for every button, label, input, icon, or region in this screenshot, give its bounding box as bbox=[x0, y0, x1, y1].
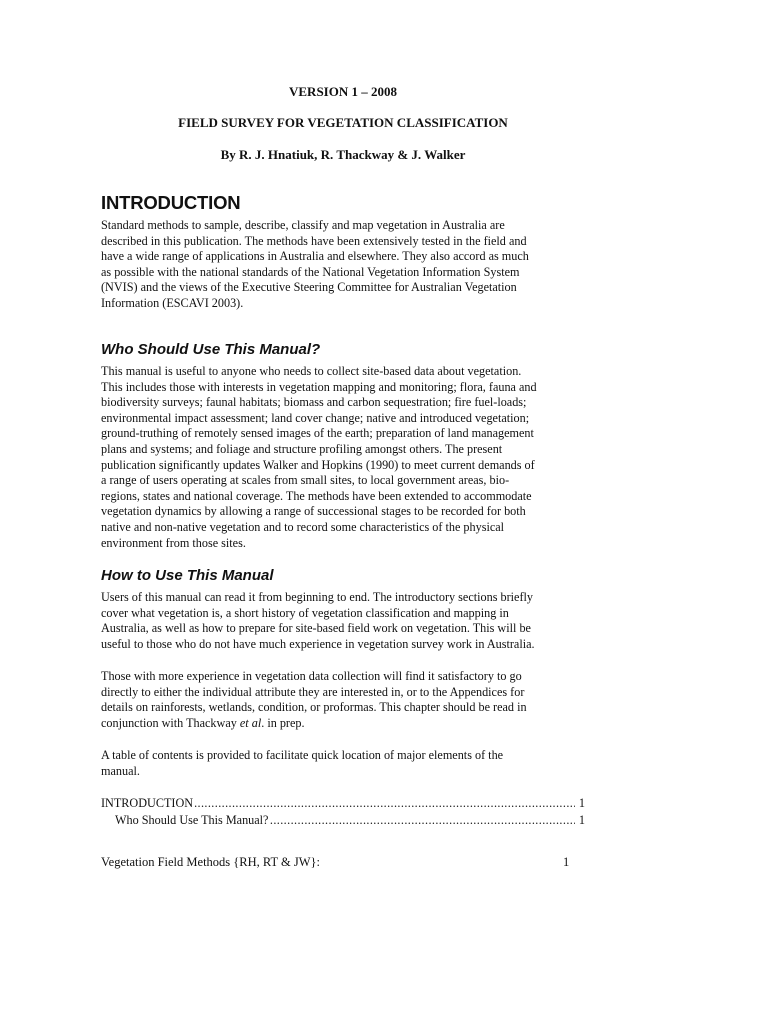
text-line: directly to either the individual attribute they are interested in, or to the Appendices for bbox=[101, 684, 525, 699]
toc-entry-page: 1 bbox=[578, 813, 585, 827]
text-line: details on rainforests, wetlands, condition, or proformas. This chapter should be read in bbox=[101, 700, 527, 715]
text-line: publication significantly updates Walker and Hopkins (1990) to meet current demands of bbox=[101, 457, 535, 472]
toc-entry-label: INTRODUCTION bbox=[101, 796, 194, 810]
who-should-use-paragraph bbox=[101, 364, 601, 551]
authors-line: By R. J. Hnatiuk, R. Thackway & J. Walker bbox=[220, 147, 466, 162]
text-line: native and non-native vegetation and to record some characteristics of the physical bbox=[101, 519, 505, 534]
text-fragment: . in prep. bbox=[261, 715, 305, 730]
text-line: manual. bbox=[101, 763, 140, 778]
toc-entry-who-should-use[interactable] bbox=[101, 812, 585, 828]
text-line: vegetation dynamics by allowing a range of successional stages to be recorded for both bbox=[101, 504, 526, 519]
text-line: cover what vegetation is, a short history of vegetation classification and mapping in bbox=[101, 605, 509, 620]
text-line: Those with more experience in vegetation data collection will find it satisfactory to go bbox=[101, 669, 522, 683]
text-line: described in this publication. The methods have been extensively tested in the field and bbox=[101, 233, 527, 248]
how-to-use-heading: How to Use This Manual bbox=[101, 567, 274, 584]
text-line bbox=[101, 716, 601, 732]
text-line: environment from those sites. bbox=[101, 535, 246, 550]
text-line: A table of contents is provided to facilitate quick location of major elements of the bbox=[101, 748, 504, 762]
footer-text: Vegetation Field Methods {RH, RT & JW}: bbox=[101, 855, 320, 869]
text-line: ground-truthing of remotely sensed images of the earth; preparation of land management bbox=[101, 426, 534, 441]
toc-entry-introduction[interactable] bbox=[101, 795, 585, 811]
text-fragment: conjunction with Thackway bbox=[101, 715, 240, 730]
text-line: This includes those with interests in vegetation mapping and monitoring; flora, fauna and bbox=[101, 379, 537, 394]
toc-entry-label: Who Should Use This Manual? bbox=[101, 813, 269, 827]
text-line: Standard methods to sample, describe, classify and map vegetation in Australia are bbox=[101, 218, 505, 232]
text-line: environmental impact assessment; land cover change; native and introduced vegetation; bbox=[101, 410, 530, 425]
page-number: 1 bbox=[563, 855, 570, 869]
introduction-paragraph bbox=[101, 218, 601, 312]
document-title: FIELD SURVEY FOR VEGETATION CLASSIFICATION bbox=[178, 115, 508, 130]
text-line: Australia, as well as how to prepare for site-based field work on vegetation. This will be bbox=[101, 621, 531, 636]
toc-entry-page: 1 bbox=[578, 796, 585, 810]
text-line: useful to those who do not have much experience in vegetation survey work in Australia. bbox=[101, 636, 535, 651]
text-line: regions, states and national coverage. The methods have been extended to accommodate bbox=[101, 488, 532, 503]
text-line: Users of this manual can read it from beginning to end. The introductory sections briefly bbox=[101, 590, 533, 604]
introduction-heading: INTRODUCTION bbox=[101, 192, 241, 213]
text-line: as possible with the national standards of the National Vegetation Information System bbox=[101, 264, 520, 279]
how-to-use-paragraph-1 bbox=[101, 590, 601, 652]
how-to-use-paragraph-3 bbox=[101, 748, 601, 779]
text-line: have a wide range of applications in Australia and elsewhere. They also accord as much bbox=[101, 249, 529, 264]
text-line: biodiversity surveys; faunal habitats; biomass and carbon sequestration; fire fuel-loads; bbox=[101, 395, 527, 410]
text-line: plans and systems; and foliage and structure profiling amongst others. The present bbox=[101, 441, 503, 456]
text-line: (NVIS) and the views of the Executive Steering Committee for Australian Vegetation bbox=[101, 280, 517, 295]
how-to-use-paragraph-2 bbox=[101, 669, 601, 731]
who-should-use-heading: Who Should Use This Manual? bbox=[101, 341, 321, 358]
text-line: This manual is useful to anyone who needs to collect site-based data about vegetation. bbox=[101, 364, 522, 378]
italic-fragment: et al bbox=[239, 715, 262, 730]
text-line: Information (ESCAVI 2003). bbox=[101, 295, 244, 310]
text-line: a range of users operating at scales from small sites, to local government areas, bio- bbox=[101, 473, 510, 488]
version-line: VERSION 1 – 2008 bbox=[289, 84, 397, 99]
